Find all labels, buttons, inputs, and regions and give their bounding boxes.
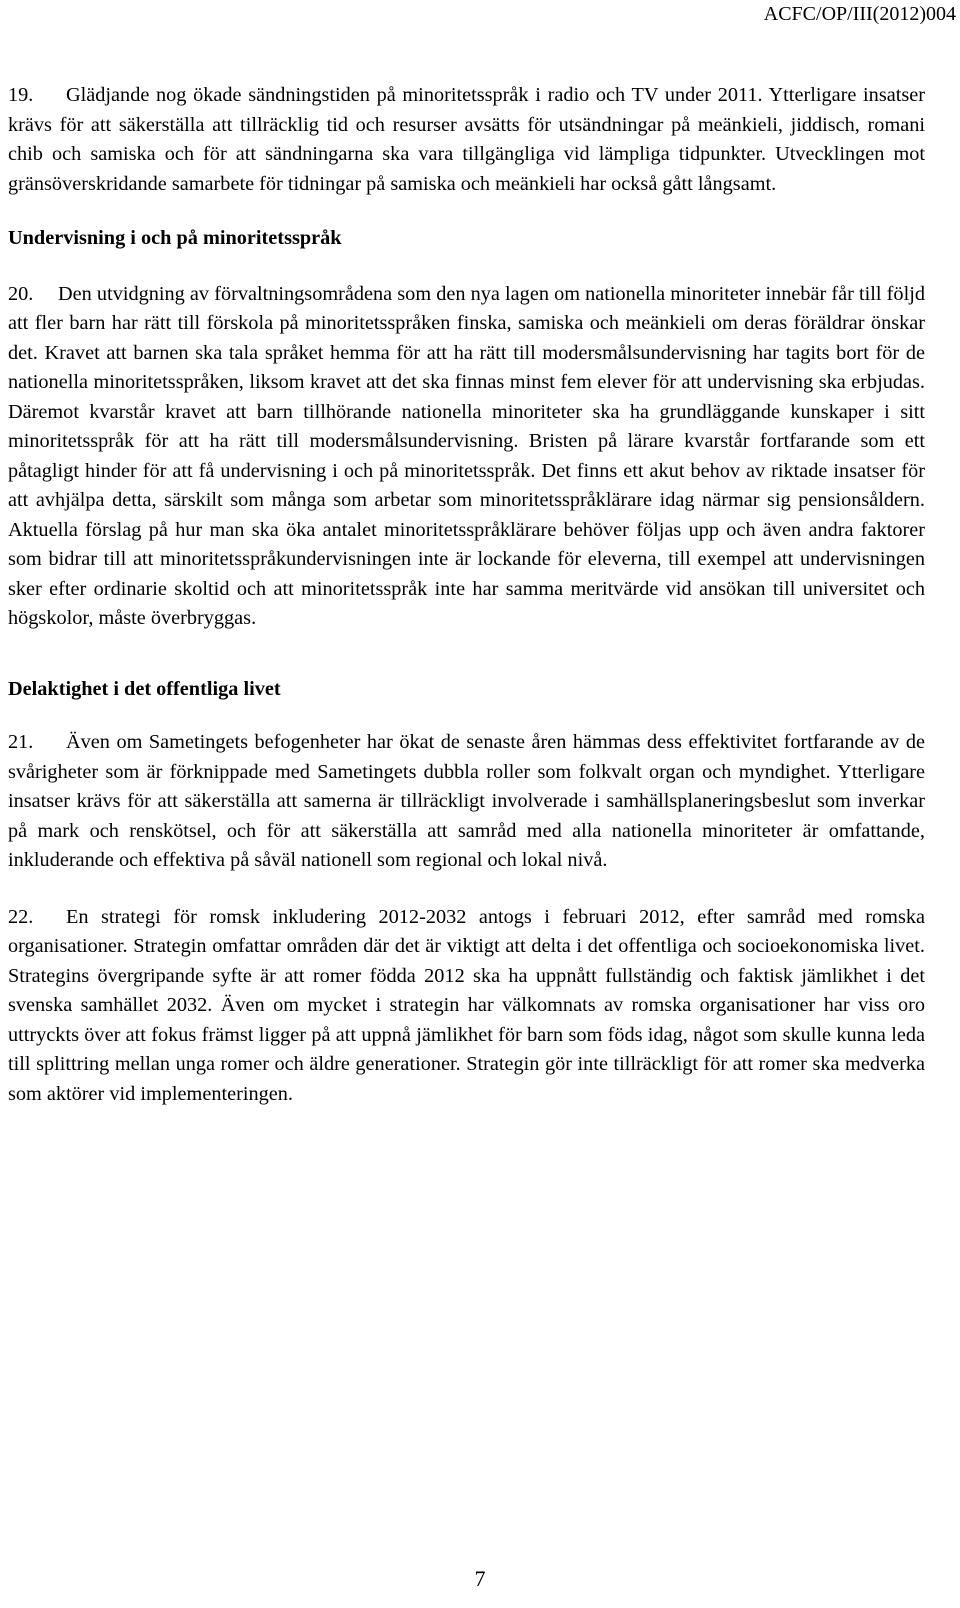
paragraph-number: 21. [8, 731, 34, 753]
paragraph-number: 20. [8, 282, 34, 305]
paragraph-text: Den utvidgning av förvaltningsområdena som den nya lagen om nationella minoriteter innebär får till följd att fler barn har rätt till förskola på minoritetsspråken finska, samiska och meänkieli om deras föräldrar önskar det. Kravet att barnen ska tala språket hemma för att ha rätt till modersmålsundervisning har tagits bort för de nationella minoritetsspråken, liksom kravet att det ska finnas minst fem elever för att undervisning ska erbjudas. Däremot kvarstår kravet att barn tillhörande nationella minoriteter ska ha grundläggande kunskaper i sitt minoritetsspråk för att ha rätt till modersmålsundervisning. Bristen på lärare kvarstår fortfarande som ett påtagligt hinder för att få undervisning i och på minoritetsspråk. Det finns ett akut behov av riktade insatser för att avhjälpa detta, särskilt som många som arbetar som minoritetsspråklärare idag närmar sig pensionsåldern. Aktuella förslag på hur man ska öka antalet minoritetsspråklärare behöver följas upp och även andra faktorer som bidrar till att minoritetsspråkundervisningen inte är lockande för eleverna, till exempel att undervisningen sker efter ordinarie skoltid och att minoritetsspråk inte har samma meritvärde vid ansökan till universitet och högskolor, måste överbryggas. [8, 282, 925, 629]
paragraph-number: 22. [8, 905, 34, 928]
paragraph-22 [8, 903, 925, 1110]
document-reference: ACFC/OP/III(2012)004 [763, 3, 956, 25]
page-number: 7 [474, 1566, 486, 1591]
document-body [8, 81, 925, 1109]
paragraph-19 [8, 81, 925, 199]
paragraph-text: En strategi för romsk inkludering 2012-2032 antogs i februari 2012, efter samråd med romska organisationer. Strategin omfattar områden där det är viktigt att delta i det offentliga och socioekonomiska livet. Strategins övergripande syfte är att romer födda 2012 ska ha uppnått fullständig och faktisk jämlikhet i det svenska samhället 2032. Även om mycket i strategin har välkomnats av romska organisationer har viss oro uttryckts över att fokus främst ligger på att uppnå jämlikhet för barn som föds idag, något som skulle kunna leda till splittring mellan unga romer och äldre generationer. Strategin gör inte tillräckligt för att romer ska medverka som aktörer vid implementeringen. [8, 905, 925, 1105]
paragraph-20 [8, 280, 925, 634]
paragraph-text: Glädjande nog ökade sändningstiden på minoritetsspråk i radio och TV under 2011. Ytterligare insatser krävs för att säkerställa att tillräcklig tid och resurser avsätts för utsändningar på meänkieli, jiddisch, romani chib och samiska och för att sändningarna ska vara tillgängliga vid lämpliga tidpunkter. Utvecklingen mot gränsöverskridande samarbete för tidningar på samiska och meänkieli har också gått långsamt. [8, 84, 925, 195]
paragraph-21 [8, 728, 925, 876]
section-heading-education: Undervisning i och på minoritetsspråk [8, 227, 342, 249]
paragraph-number: 19. [8, 84, 34, 106]
section-heading-participation: Delaktighet i det offentliga livet [8, 677, 281, 700]
paragraph-text: Även om Sametingets befogenheter har ökat de senaste åren hämmas dess effektivitet fortfarande av de svårigheter som är förknippade med Sametingets dubbla roller som folkvalt organ och myndighet. Ytterligare insatser krävs för att säkerställa att samerna är tillräckligt involverade i samhällsplaneringsbeslut som inverkar på mark och renskötsel, och för att säkerställa att samråd med alla nationella minoriteter är omfattande, inkluderande och effektiva på såväl nationell som regional och lokal nivå. [8, 731, 925, 871]
